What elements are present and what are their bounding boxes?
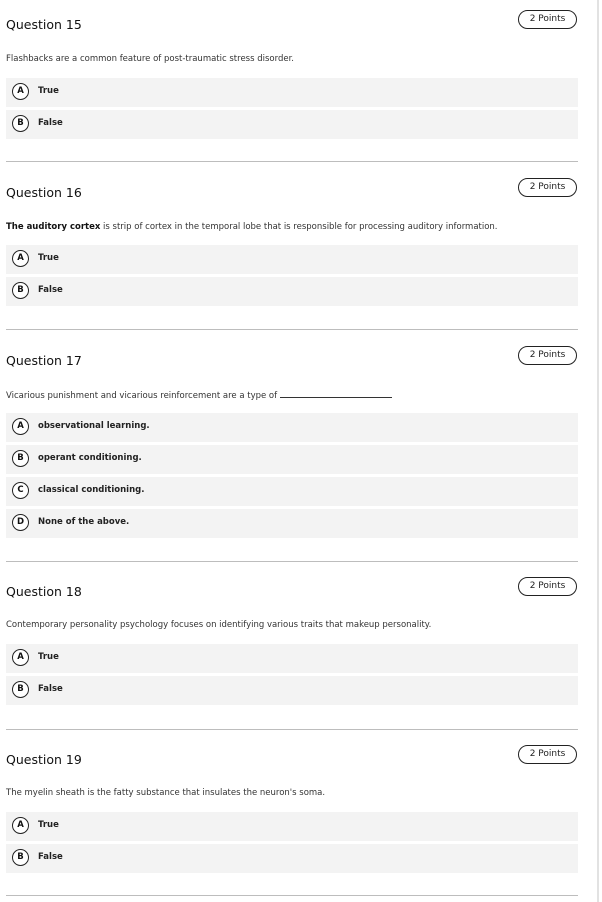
question-text: Flashbacks are a common feature of post-traumatic stress disorder. [6,54,295,64]
question-text-body: Vicarious punishment and vicarious reinforcement are a type of [6,391,278,401]
divider [6,161,578,162]
option-b[interactable] [6,110,578,139]
option-label: False [38,118,63,128]
fill-in-blank [280,390,392,398]
option-b[interactable] [6,676,578,705]
option-label: False [38,852,63,862]
divider [6,729,578,730]
option-letter-badge: B [12,849,29,866]
option-a[interactable] [6,413,578,442]
points-badge: 2 Points [518,178,577,197]
option-letter-badge: A [12,83,29,100]
points-badge: 2 Points [518,745,577,764]
option-letter-badge: B [12,282,29,299]
option-a[interactable] [6,644,578,673]
option-c[interactable] [6,477,578,506]
option-letter-badge: A [12,418,29,435]
question-text-bold: The auditory cortex [6,222,101,232]
points-badge: 2 Points [518,346,577,365]
question-title: Question 17 [6,353,82,368]
question-title: Question 16 [6,185,82,200]
option-label: None of the above. [38,517,130,527]
question-title: Question 19 [6,752,82,767]
option-b[interactable] [6,277,578,306]
divider [6,329,578,330]
divider [6,561,578,562]
option-letter-badge: A [12,817,29,834]
option-letter-badge: B [12,115,29,132]
points-badge: 2 Points [518,10,577,29]
question-title: Question 15 [6,17,82,32]
question-text [6,390,392,402]
option-d[interactable] [6,509,578,538]
scrollbar-track[interactable] [597,0,599,902]
option-label: True [38,652,59,662]
option-b[interactable] [6,445,578,474]
option-label: operant conditioning. [38,453,142,463]
option-letter-badge: D [12,514,29,531]
question-title: Question 18 [6,584,82,599]
option-label: True [38,820,59,830]
option-letter-badge: A [12,649,29,666]
option-letter-badge: B [12,450,29,467]
option-label: observational learning. [38,421,150,431]
option-letter-badge: A [12,250,29,267]
option-letter-badge: C [12,482,29,499]
option-label: classical conditioning. [38,485,145,495]
option-label: True [38,253,59,263]
option-a[interactable] [6,78,578,107]
question-text-rest: is strip of cortex in the temporal lobe that is responsible for processing auditory information. [100,222,498,232]
question-text [6,222,498,233]
option-label: False [38,684,63,694]
question-text: Contemporary personality psychology focuses on identifying various traits that makeup personality. [6,620,432,630]
option-a[interactable] [6,245,578,274]
option-letter-badge: B [12,681,29,698]
option-label: True [38,86,59,96]
points-badge: 2 Points [518,577,577,596]
question-text: The myelin sheath is the fatty substance that insulates the neuron's soma. [6,788,326,798]
option-b[interactable] [6,844,578,873]
divider [6,895,578,896]
option-a[interactable] [6,812,578,841]
option-label: False [38,285,63,295]
